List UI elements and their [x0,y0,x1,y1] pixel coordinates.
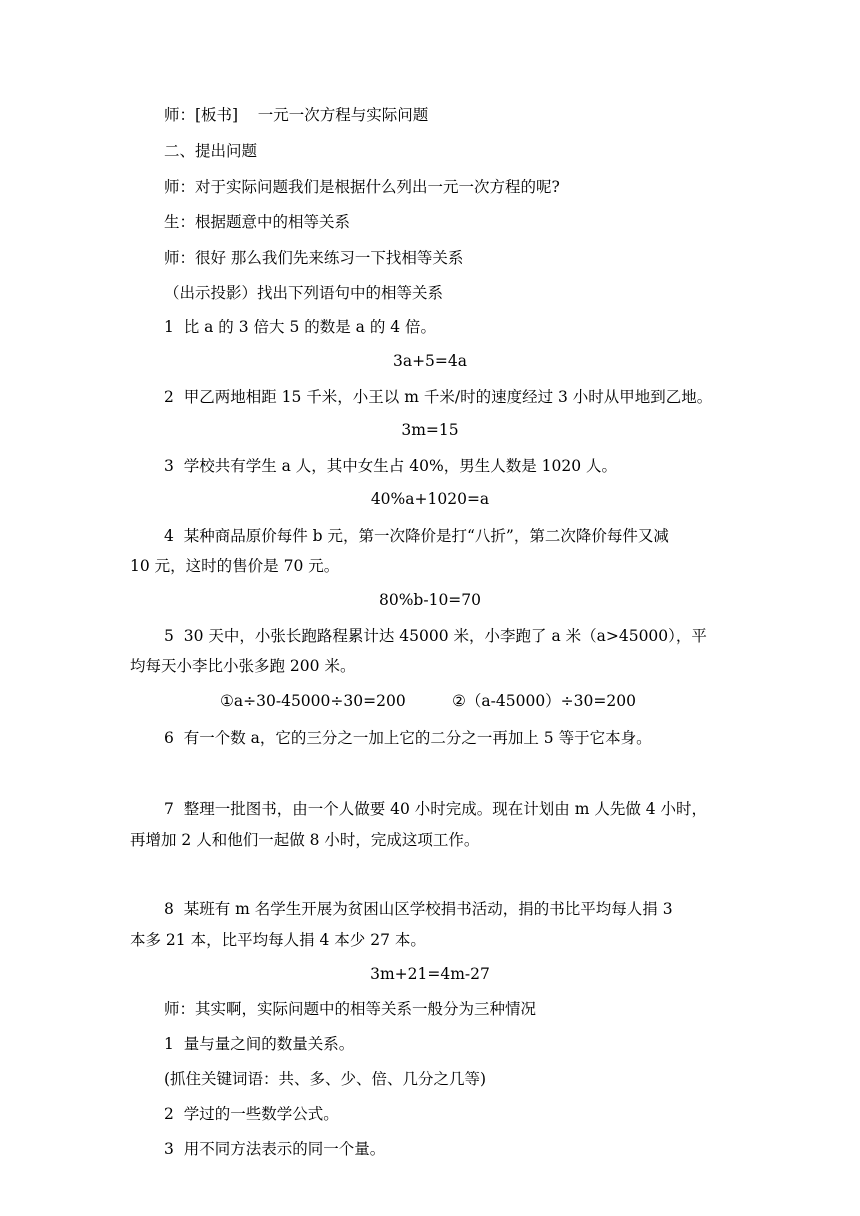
problem-1: 1 比 a 的 3 倍大 5 的数是 a 的 4 倍。 [164,318,437,336]
projection-instruction: （出示投影）找出下列语句中的相等关系 [164,284,444,302]
problem-8-line-1: 8 某班有 m 名学生开展为贫困山区学校捐书活动，捐的书比平均每人捐 3 [164,900,673,918]
student-answer: 生：根据题意中的相等关系 [164,213,351,231]
equation-5-option-1: ①a÷30-45000÷30=200 [220,692,406,710]
problem-4-line-2: 10 元，这时的售价是 70 元。 [130,557,340,575]
teacher-board-title: 师：[板书] 一元一次方程与实际问题 [164,106,429,124]
problem-3: 3 学校共有学生 a 人，其中女生占 40%，男生人数是 1020 人。 [164,457,617,475]
summary-keywords-note: (抓住关键词语：共、多、少、倍、几分之几等) [164,1070,487,1088]
teacher-summary: 师：其实啊，实际问题中的相等关系一般分为三种情况 [164,1000,537,1018]
problem-5-line-2: 均每天小李比小张多跑 200 米。 [130,657,356,675]
problem-4-line-1: 4 某种商品原价每件 b 元，第一次降价是打“八折”，第二次降价每件又减 [164,527,669,545]
equation-4: 80%b-10=70 [378,591,482,609]
problem-5-line-1: 5 30 天中，小张长跑路程累计达 45000 米，小李跑了 a 米（a>45000），平 [164,627,707,645]
problem-8-line-2: 本多 21 本，比平均每人捐 4 本少 27 本。 [130,931,426,949]
teacher-question: 师：对于实际问题我们是根据什么列出一元一次方程的呢? [164,178,560,196]
equation-1: 3a+5=4a [392,352,468,370]
problem-2: 2 甲乙两地相距 15 千米，小王以 m 千米/时的速度经过 3 小时从甲地到乙地。 [164,388,713,406]
summary-point-1: 1 量与量之间的数量关系。 [164,1035,355,1053]
summary-point-3: 3 用不同方法表示的同一个量。 [164,1140,386,1158]
equation-2: 3m=15 [401,421,459,439]
section-heading: 二、提出问题 [164,142,258,160]
teacher-remark: 师：很好 那么我们先来练习一下找相等关系 [164,249,464,267]
equation-8: 3m+21=4m-27 [370,965,490,983]
equation-5-option-2: ②（a-45000）÷30=200 [452,692,636,710]
summary-point-2: 2 学过的一些数学公式。 [164,1105,339,1123]
equation-3: 40%a+1020=a [370,490,490,508]
problem-7-line-1: 7 整理一批图书，由一个人做要 40 小时完成。现在计划由 m 人先做 4 小时， [164,800,708,818]
problem-6: 6 有一个数 a，它的三分之一加上它的二分之一再加上 5 等于它本身。 [164,729,652,747]
problem-7-line-2: 再增加 2 人和他们一起做 8 小时，完成这项工作。 [130,831,480,849]
